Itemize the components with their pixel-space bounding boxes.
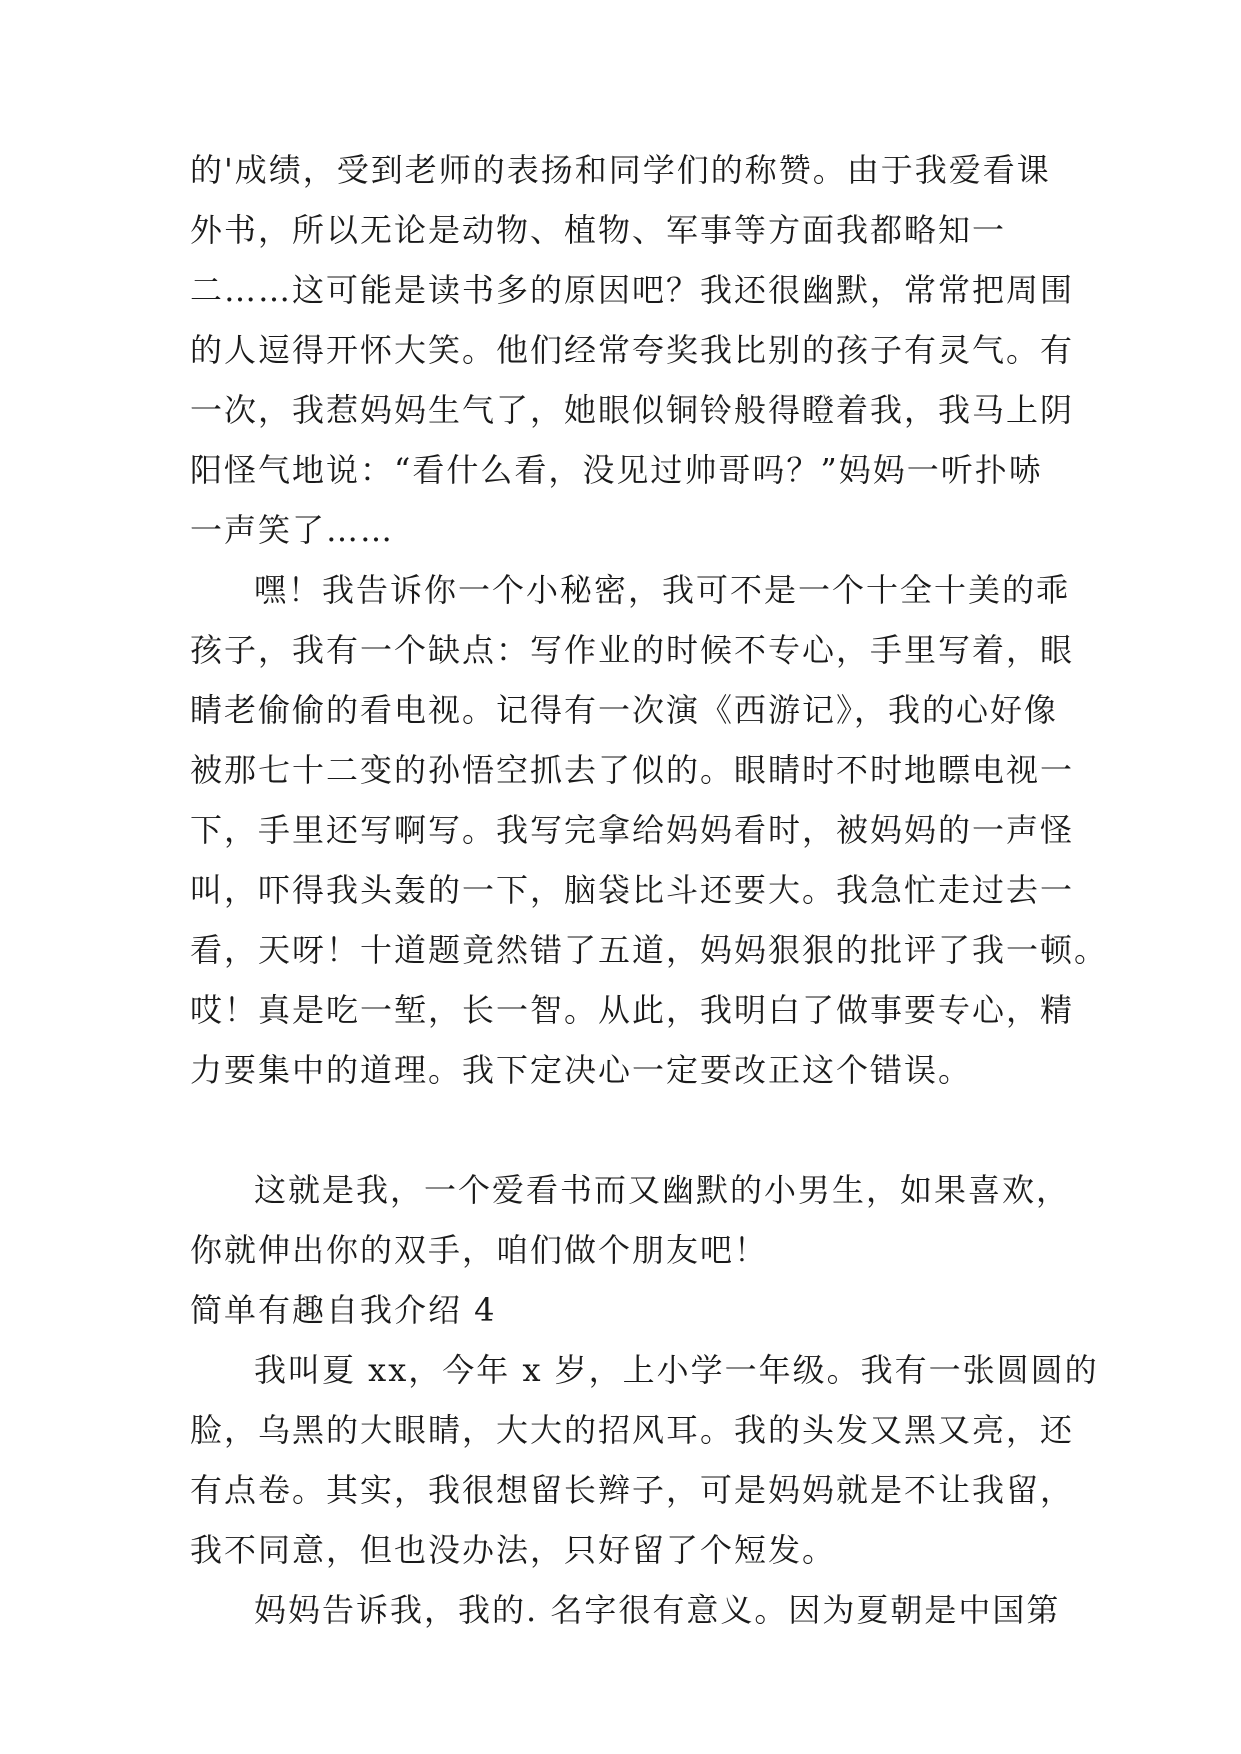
text-line: 的'成绩，受到老师的表扬和同学们的称赞。由于我爱看课 (190, 151, 1051, 189)
paragraph (190, 1340, 1099, 1580)
paragraph (190, 140, 1075, 560)
text-line: 下，手里还写啊写。我写完拿给妈妈看时，被妈妈的一声怪 (190, 811, 1075, 849)
text-line: 妈妈告诉我，我的. 名字很有意义。因为夏朝是中国第 (254, 1591, 1061, 1629)
text-line: 力要集中的道理。我下定决心一定要改正这个错误。 (190, 1051, 973, 1089)
document-body (190, 140, 1109, 1640)
text-line (190, 1100, 1060, 1160)
text-line: 嘿！我告诉你一个小秘密，我可不是一个十全十美的乖 (254, 571, 1071, 609)
text-line: 叫，吓得我头轰的一下，脑袋比斗还要大。我急忙走过去一 (190, 871, 1075, 909)
paragraph (190, 1580, 1060, 1640)
text-line: 的人逗得开怀大笑。他们经常夸奖我比别的孩子有灵气。有 (190, 331, 1075, 369)
text-line: 这就是我，一个爱看书而又幽默的小男生，如果喜欢， (254, 1171, 1071, 1209)
text-line: 我叫夏 xx，今年 x 岁，上小学一年级。我有一张圆圆的 (254, 1351, 1099, 1389)
text-line: 睛老偷偷的看电视。记得有一次演《西游记》，我的心好像 (190, 691, 1059, 729)
text-line: 我不同意，但也没办法，只好留了个短发。 (190, 1531, 837, 1569)
text-line: 有点卷。其实，我很想留长辫子，可是妈妈就是不让我留， (190, 1471, 1075, 1509)
paragraph (190, 560, 1109, 1160)
paragraph (190, 1160, 1071, 1280)
text-line: 外书，所以无论是动物、植物、军事等方面我都略知一 (190, 211, 1007, 249)
text-line: 一次，我惹妈妈生气了，她眼似铜铃般得瞪着我，我马上阴 (190, 391, 1075, 429)
text-line: 被那七十二变的孙悟空抓去了似的。眼睛时不时地瞟电视一 (190, 751, 1075, 789)
text-line: 孩子，我有一个缺点：写作业的时候不专心，手里写着，眼 (190, 631, 1075, 669)
text-line: 哎！真是吃一堑，长一智。从此，我明白了做事要专心，精 (190, 991, 1075, 1029)
text-line: 二……这可能是读书多的原因吧？我还很幽默，常常把周围 (190, 271, 1075, 309)
section-heading: 简单有趣自我介绍 4 (190, 1291, 497, 1329)
text-line: 脸，乌黑的大眼睛，大大的招风耳。我的头发又黑又亮，还 (190, 1411, 1075, 1449)
text-line: 你就伸出你的双手，咱们做个朋友吧！ (190, 1231, 769, 1269)
text-line: 阳怪气地说：“看什么看，没见过帅哥吗？”妈妈一听扑哧 (190, 451, 1043, 489)
text-line: 看，天呀！十道题竟然错了五道，妈妈狠狠的批评了我一顿。 (190, 931, 1109, 969)
text-line: 一声笑了…… (190, 511, 395, 549)
